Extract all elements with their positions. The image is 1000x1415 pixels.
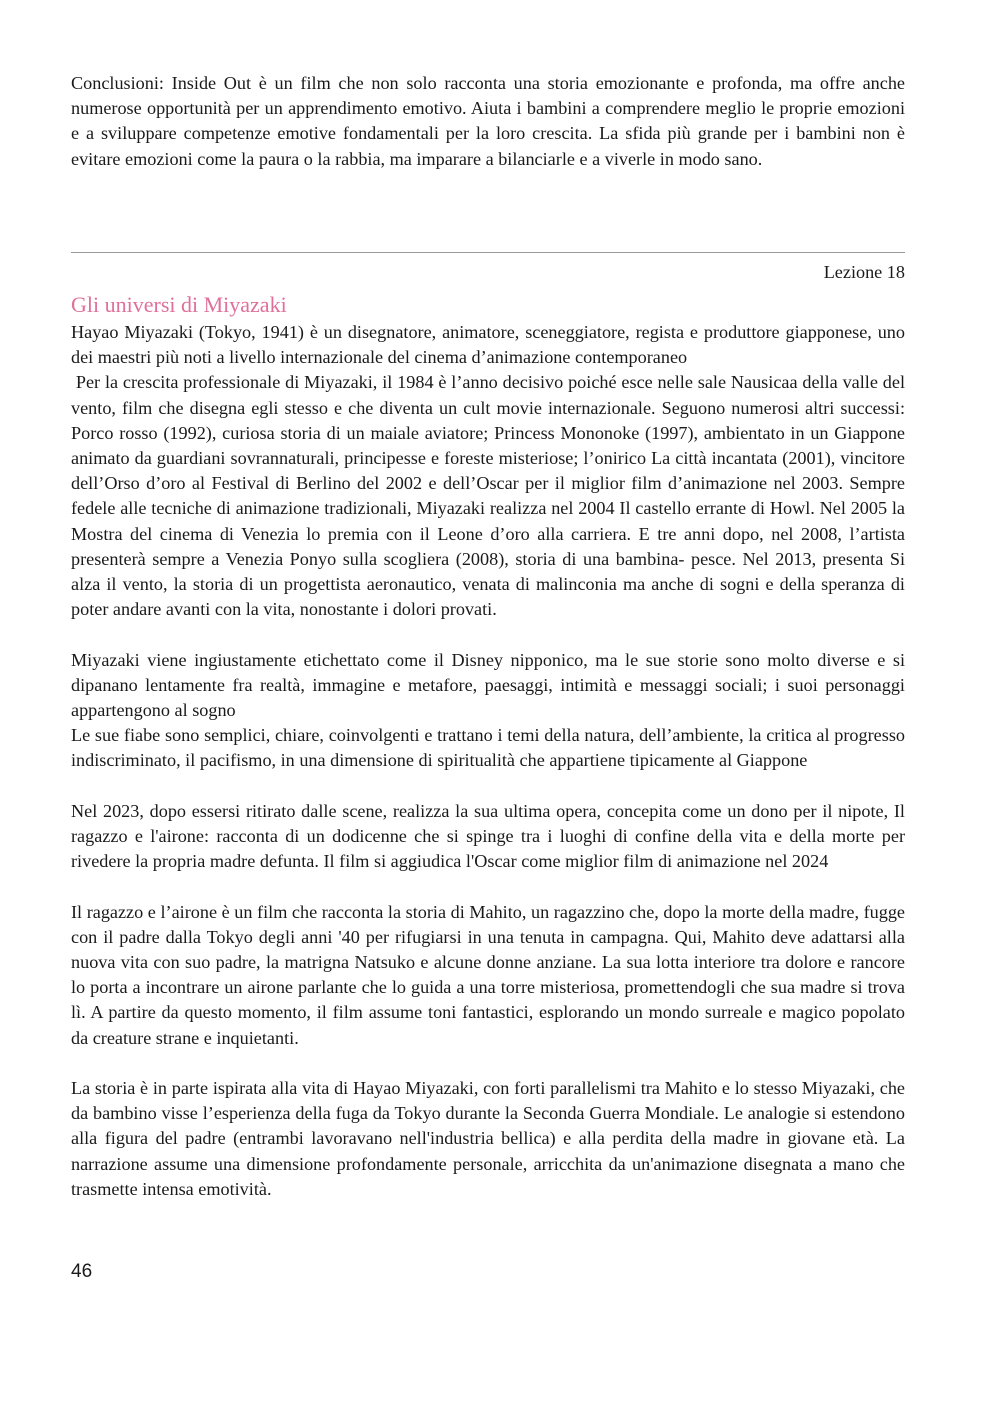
conclusion-paragraph: Conclusioni: Inside Out è un film che non solo racconta una storia emozionante e profonda, ma offre anche numerose opportunità per un apprendimento emotivo. Aiuta i bambini a comprendere meglio le proprie emozioni e a sviluppare competenze emotive fondamentali per la loro crescita. La sfida più grande per i bambini non è evitare emozioni come la paura o la rabbia, ma imparare a bilanciarle e a viverle in modo sano.: [71, 73, 905, 169]
paragraph-intro: Hayao Miyazaki (Tokyo, 1941) è un disegnatore, animatore, sceneggiatore, regista e produttore giapponese, uno dei maestri più noti a livello internazionale del cinema d’animazione contemporaneo: [71, 322, 905, 368]
paragraph-last-work: Nel 2023, dopo essersi ritirato dalle scene, realizza la sua ultima opera, concepita come un dono per il nipote, Il ragazzo e l'airone: racconta di un dodicenne che si spinge tra i luoghi di confine della vita e della morte per rivedere la propria madre defunta. Il film si aggiudica l'Oscar come miglior film di animazione nel 2024: [71, 800, 905, 872]
paragraph-plot: Il ragazzo e l’airone è un film che racconta la storia di Mahito, un ragazzino che, dopo la morte della madre, fugge con il padre dalla Tokyo degli anni '40 per rifugiarsi in una tenuta in campagna. Qui, Mahito deve adattarsi alla nuova vita con suo padre, la matrigna Natsuko e alcune donne anziane. La sua lotta interiore tra dolore e rancore lo porta a incontrare un airone parlante che lo guida a una torre misteriosa, promettendogli che sua madre si trova lì. A partire da questo momento, il film assume toni fantastici, esplorando un mondo surreale e magico popolato da creature strane e inquietanti.: [71, 901, 905, 1048]
paragraph-gap: [71, 774, 905, 799]
paragraph-gap: [71, 1051, 905, 1076]
lesson-body: [71, 320, 905, 1202]
paragraph-gap: [71, 622, 905, 647]
page-number: 46: [71, 1261, 93, 1282]
section-divider: [71, 252, 905, 253]
lesson-number-label: Lezione 18: [823, 262, 905, 282]
section-title: Gli universi di Miyazaki: [71, 292, 287, 317]
paragraph-themes: Le sue fiabe sono semplici, chiare, coinvolgenti e trattano i temi della natura, dell’ambiente, la critica al progresso indiscriminato, il pacifismo, in una dimensione di spiritualità che appartiene tipicamente al Giappone: [71, 725, 905, 771]
paragraph-disney: Miyazaki viene ingiustamente etichettato come il Disney nipponico, ma le sue storie sono molto diverse e si dipanano lentamente fra realtà, immagine e metafore, paesaggi, intimità e messaggi sociali; i suoi personaggi appartengono al sogno: [71, 649, 905, 721]
paragraph-gap: [71, 874, 905, 899]
paragraph-career: Per la crescita professionale di Miyazaki, il 1984 è l’anno decisivo poiché esce nelle sale Nausicaa della valle del vento, film che disegna egli stesso e che diventa un cult movie internazionale. Seguono numerosi altri successi: Porco rosso (1992), curiosa storia di un maiale aviatore; Princess Mononoke (1997), ambientato in un Giappone animato da guardiani sovrannaturali, principesse e foreste misteriose; l’onirico La città incantata (2001), vincitore dell’Orso d’oro al Festival di Berlino del 2002 e dell’Oscar per il miglior film d’animazione nel 2003. Sempre fedele alle tecniche di animazione tradizionali, Miyazaki realizza nel 2004 Il castello errante di Howl. Nel 2005 la Mostra del cinema di Venezia lo premia con il Leone d’oro alla carriera. E tre anni dopo, nel 2008, l’artista presenterà sempre a Venezia Ponyo sulla scogliera (2008), storia di una bambina- pesce. Nel 2013, presenta Si alza il vento, la storia di un progettista aeronautico, venata di malinconia ma anche di sogni e della speranza di poter andare avanti con la vita, nonostante i dolori provati.: [71, 372, 905, 620]
paragraph-inspiration: La storia è in parte ispirata alla vita di Hayao Miyazaki, con forti parallelismi tra Mahito e lo stesso Miyazaki, che da bambino visse l’esperienza della fuga da Tokyo durante la Seconda Guerra Mondiale. Le analogie si estendono alla figura del padre (entrambi lavoravano nell'industria bellica) e alla perdita della madre in giovane età. La narrazione assume una dimensione profondamente personale, arricchita da un'animazione disegnata a mano che trasmette intensa emotività.: [71, 1078, 905, 1199]
